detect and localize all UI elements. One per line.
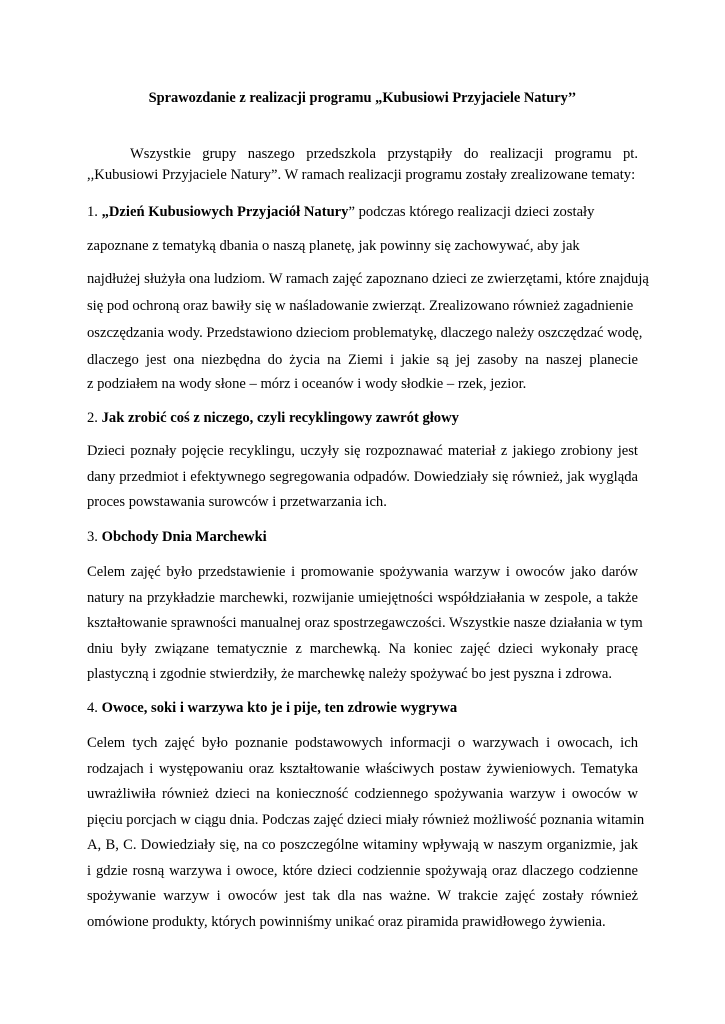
section-heading: Owoce, soki i warzywa kto je i pije, ten zdrowie wygrywa (101, 700, 458, 716)
paragraph-line: dniu były związane tematycznie z marchewką. Na koniec zajęć dzieci wykonały pracę (87, 641, 638, 657)
paragraph-line: dany przedmiot i efektywnego segregowania odpadów. Dowiedziały się również, jak wygląda (87, 469, 638, 485)
section-2-heading-line (87, 408, 638, 428)
paragraph-line: z podziałem na wody słone – mórz i oceanów i wody słodkie – rzek, jezior. (87, 376, 527, 392)
section-heading: Obchody Dnia Marchewki (101, 529, 267, 545)
document-title: Sprawozdanie z realizacji programu „Kubusiowi Przyjaciele Natury’’ (148, 90, 577, 106)
section-3-heading-line (87, 527, 638, 547)
paragraph-line: Celem tych zajęć było poznanie podstawowych informacji o warzywach i owocach, ich (87, 735, 638, 751)
section-number: 3. (87, 529, 102, 545)
paragraph-line: oszczędzania wody. Przedstawiono dzieciom problematykę, dlaczego należy oszczędzać wodę, (87, 325, 643, 341)
paragraph-line: A, B, C. Dowiedziały się, na co poszczególne witaminy wpływają w naszym organizmie, jak (87, 837, 638, 853)
section-number: 4. (87, 700, 102, 716)
paragraph-line: rodzajach i występowaniu oraz kształtowanie właściwych postaw żywieniowych. Tematyka (87, 761, 638, 777)
paragraph-line: natury na przykładzie marchewki, rozwijanie umiejętności współdziałania w zespole, a także (87, 590, 638, 606)
paragraph-line: się pod ochroną oraz bawiły się w naśladowanie zwierząt. Zrealizowano również zagadnienie (87, 298, 634, 314)
section-heading: „Dzień Kubusiowych Przyjaciół Natury (101, 204, 349, 220)
paragraph-line: proces powstawania surowców i przetwarzania ich. (87, 494, 387, 510)
paragraph-line: dlaczego jest ona niezbędna do życia na Ziemi i jakie są jej zasoby na naszej planecie (87, 352, 638, 368)
paragraph-line: najdłużej służyła ona ludziom. W ramach zajęć zapoznano dzieci ze zwierzętami, które znajdują (87, 271, 649, 287)
paragraph-line: zapoznane z tematyką dbania o naszą planetę, jak powinny się zachowywać, aby jak (87, 238, 580, 254)
paragraph-line: spożywanie warzyw i owoców jest tak dla nas ważne. W trakcie zajęć zostały również (87, 888, 638, 904)
paragraph-line: Dzieci poznały pojęcie recyklingu, uczyły się rozpoznawać materiał z jakiego zrobiony jest (87, 443, 638, 459)
section-number: 2. (87, 410, 102, 426)
section-number: 1. (87, 204, 102, 220)
intro-line-2: ,,Kubusiowi Przyjaciele Natury”. W ramach realizacji programu zostały zrealizowane tematy: (87, 167, 636, 183)
paragraph-line: uwrażliwiła również dzieci na konieczność codziennego spożywania warzyw i owoców w (87, 786, 638, 802)
section-1-heading-line (87, 202, 638, 222)
intro-line-1: Wszystkie grupy naszego przedszkola przystąpiły do realizacji programu pt. (130, 146, 638, 162)
section-heading-tail: ” podczas którego realizacji dzieci zostały (348, 204, 595, 220)
paragraph-line: pięciu porcjach w ciągu dnia. Podczas zajęć dzieci miały również możliwość poznania witamin (87, 812, 645, 828)
paragraph-line: kształtowanie sprawności manualnej oraz spostrzegawczości. Wszystkie nasze działania w tym (87, 615, 643, 631)
paragraph-line: Celem zajęć było przedstawienie i promowanie spożywania warzyw i owoców jako darów (87, 564, 638, 580)
section-4-heading-line (87, 698, 638, 718)
section-heading: Jak zrobić coś z niczego, czyli recyklingowy zawrót głowy (101, 410, 459, 426)
paragraph-line: i gdzie rosną warzywa i owoce, które dzieci codziennie spożywają oraz dlaczego codzienne (87, 863, 638, 879)
paragraph-line: omówione produkty, których powinniśmy unikać oraz piramida prawidłowego żywienia. (87, 914, 606, 930)
paragraph-line: plastyczną i zgodnie stwierdziły, że marchewkę należy spożywać bo jest pyszna i zdrowa. (87, 666, 613, 682)
